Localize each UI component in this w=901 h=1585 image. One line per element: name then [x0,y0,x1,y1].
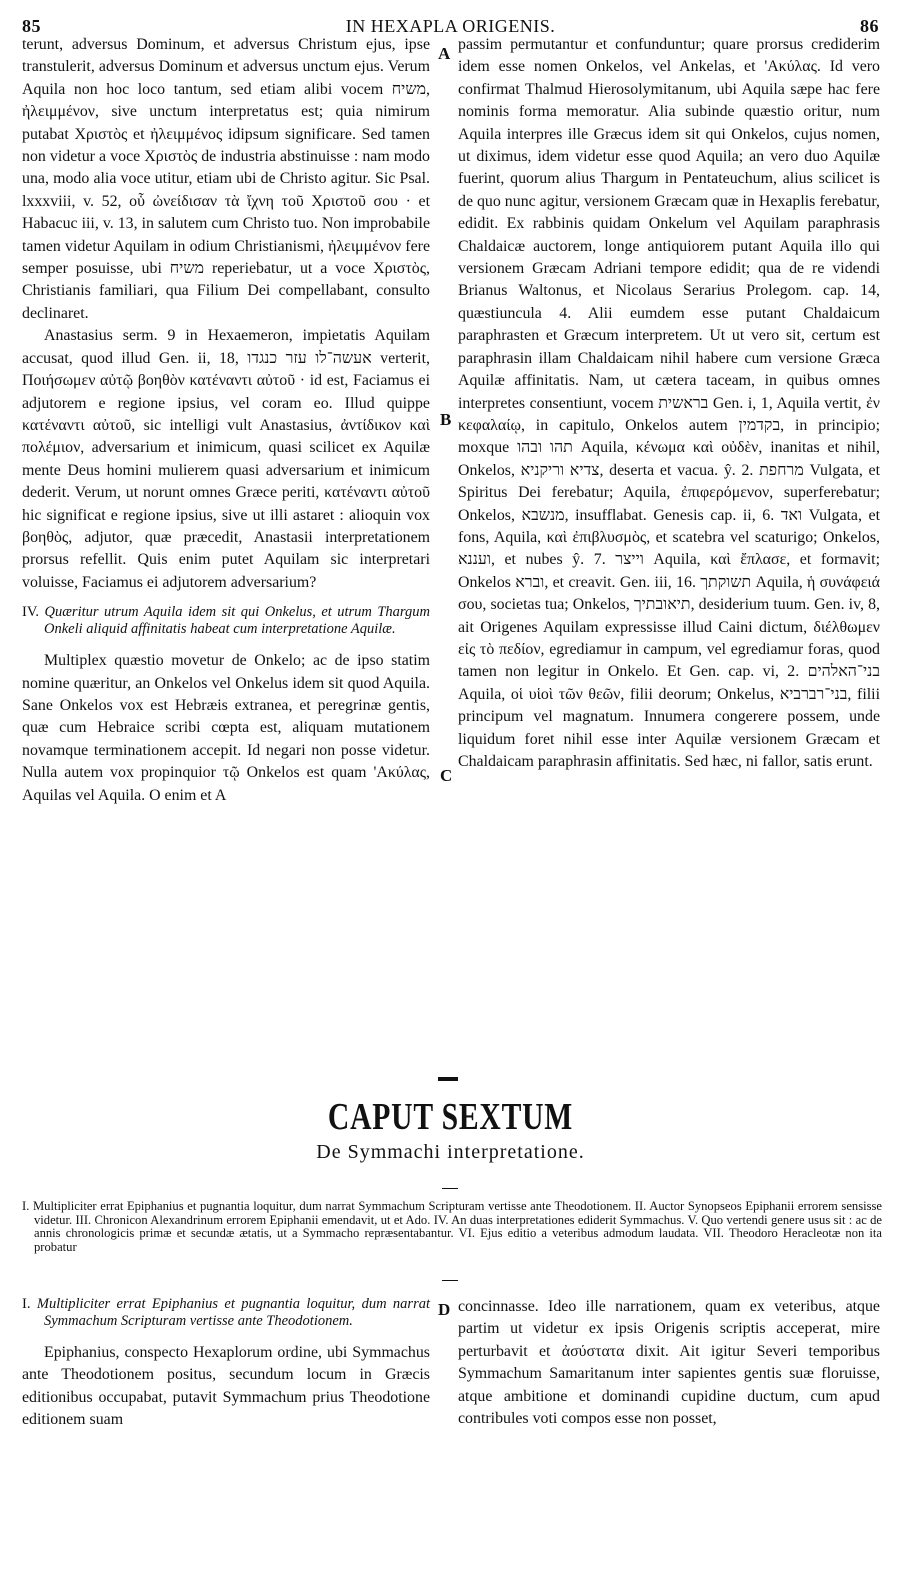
margin-letter-d: D [438,1300,451,1319]
paragraph: terunt, adversus Dominum, et adversus Christum ejus, ipse transtulerit, adversus Dominum et adversus unctum ejus. Verum Aquila non hoc loco tantum, sed etiam alibi vocem משיח, ἠλειμμένον, sive unctum interpretatus est; quia nimirum putabat Χριστὸς et ἠλειμμένος idipsum significare. Sed tamen non videtur a voce Χριστὸς de industria abstinuisse : nam modo una, modo alia voce utitur, etiam ubi de Christo agitur. Sic Psal. lxxxviii, v. 52, οὗ ὠνείδισαν τὰ ἴχνη τοῦ Χριστοῦ σου · et Habacuc iii, v. 13, in salutem cum Christo tuo. Non improbabile tamen videtur Aquilam in odium Christianismi, ἠλειμμένον fere semper posuisse, ubi משיח reperiebatur, ut a voce Χριστὸς, Christianis familiari, qua Filium Dei compellabant, consulto declinaret. [22,36,430,322]
section-divider [438,1077,458,1081]
paragraph: passim permutantur et confunduntur; quare prorsus crediderim idem esse nomen Onkelos, vel Ankelas, et 'Ακύλας. Id vero confirmat Thalmud Hierosolymitanum, ubi Aquila sæpe hac fere nominis forma memoratur. Alia subinde quæstio oritur, num Aquila interpres ille Græcus idem sit qui Onkelos, cujus nomen, ut diximus, idem videtur esse quod Aquila; an vero duo Aquilæ fuerint, quorum alius Thargum in Pentateuchum, alius scilicet is de quo nunc agitur, versionem Græcam quæ in Hexaplis ferebatur, edidit. Ex rabbinis quidam Onkelum vel Aquilam paraphrasis Chaldaicæ auctorem, longe antiquiorem putant Aquila illo qui versionem Græcam Adriani tempore edidit; qua de re videndi Brianus Waltonus, et Nicolaus Serarius Prolegom. cap. 14, quæstiuncula 4. Alii eumdem esse putant Chaldaicum paraphrasten et Græcum interpretem. Ut ut vero sit, certum est paraphrasin illam Chaldaicam nihil habere cum versione Græca Aquilæ affinitatis. Nam, ut cætera taceam, in quibus omnes interpretes consentiunt, vocem בראשית Gen. i, 1, Aquila vertit, ἐν κεφαλαίῳ, in capitulo, Onkelos autem בקדמין, in principio; moxque תהו ובהו Aquila, κένωμα καὶ οὐδὲν, inanitas et nihil, Onkelos, צדיא וריקניא, deserta et vacua. ŷ. 2. מרחפת Vulgata, et Spiritus Dei ferebatur; Aquila, ἐπιφερόμενον, superferebatur; Onkelos, מנשבא, insufflabat. Genesis cap. ii, 6. ואד Vulgata, et fons, Aquila, καὶ ἐπιβλυσμὸς, et scatebra vel scaturigo; Onkelos, ועננא, et nubes ŷ. 7. וייצר Aquila, καὶ ἔπλασε, et formavit; Onkelos וברא, et creavit. Gen. iii, 16. תשוקתך Aquila, ἡ συνάφειά σου, societas tua; Onkelos, תיאובתיך, desiderium tuum. Gen. iv, 8, ait Origenes Aquilam expressisse illud Caini dictum, διέλθωμεν εἰς τὸ πεδίον, egrediamur in campum, vel egrediamur foras, quod tamen non legitur in Onkelo. Et Gen. cap. vi, 2. בני־האלהים Aquila, οἱ υἱοὶ τῶν θεῶν, filii deorum; Onkelus, בני־רברביא, filii principum vel magnatum. Innumera congerere possem, unde liquidum foret nihil esse inter Aquilæ versionem Græcam et Chaldaicam paraphrasin affinitatis. Sed hæc, ni fallor, satis erunt. [458,36,880,770]
margin-letter-c: C [440,766,453,785]
page-number-right: 86 [860,16,879,36]
paragraph: Multiplex quæstio movetur de Onkelo; ac de ipso statim nomine quæritur, an Onkelos vel Onkelus idem sit quod Aquila. Sane Onkelos vox est Hebræis extranea, et peregrinæ gentis, quæ cum Hebraice scribi cœpta est, aliquam mutationem novamque terminationem accepit. Id negari non posse videtur. Nulla autem vox propinquior τῷ Onkelos est quam 'Ακύλας, Aquilas vel Aquila. O enim et A [22,652,430,804]
paragraph: Epiphanius, conspecto Hexaplorum ordine, ubi Symmachus ante Theodotionem positus, secundum locum in Græcis editionibus occupabat, putavit Symmachum prius Theodotione editionem suam [22,1344,430,1429]
left-column-bottom [22,1296,430,1432]
right-column-top [458,34,880,773]
left-column-top [22,34,430,807]
right-column-bottom [458,1296,880,1430]
section-number: I. [22,1296,31,1312]
section-heading-text: Multipliciter errat Epiphanius et pugnantia loquitur, dum narrat Symmachum Scripturam vertisse ante Theodotionem. [36,1296,430,1329]
section-heading [22,604,430,638]
paragraph: concinnasse. Ideo ille narrationem, quam ex veteribus, atque partim ut videtur ex ipsis Origenis scriptis acceperat, mire perturbavit et ἀσύστατα dixit. Ait igitur Severi temporibus Symmachum Samaritanum inter sapientes gentis suæ floruisse, atque ambitione et dominandi cupidine ductum, cum apud contribules voti compos esse non posset, [458,1298,880,1428]
section-heading [22,1296,430,1330]
section-number: IV. [22,604,40,621]
section-heading-text: Quæritur utrum Aquila idem sit qui Onkelus, et utrum Thargum Onkeli aliquid affinitatis habeat cum interpretatione Aquilæ. [44,604,430,638]
margin-letter-a: A [438,44,451,63]
short-rule [442,1280,458,1281]
margin-letter-b: B [440,410,452,429]
page-number-left: 85 [22,16,41,36]
paragraph: Anastasius serm. 9 in Hexaemeron, impietatis Aquilam accusat, quod illud Gen. ii, 18, אעשה־לו עזר כנגדו verterit, Ποιήσωμεν αὐτῷ βοηθὸν κατέναντι αὐτοῦ · id est, Faciamus ei adjutorem e regione ipsius, vel coram eo. Illud quippe κατέναντι αὐτοῦ, sic intelligi vult Anastasius, ἀντίδικον καὶ πολέμιον, adversarium et inimicum, quasi scilicet ex Aquilæ mente Deus homini mulierem quasi adversarium et inimicum dederit. Verum, ut norunt omnes Græce periti, κατέναντι αὐτοῦ hic significat e regione ipsius, sive ut illi astaret : alioquin vox βοηθὸς, adjutor, quæ præcedit, Anastasii interpretationem prorsus refellit. Quis enim putet Aquilam sic interpretari voluisse, Faciamus ei adjutorem adversarium? [22,327,430,591]
short-rule [442,1188,458,1189]
chapter-subtitle: De Symmachi interpretatione. [316,1141,585,1163]
running-title: IN HEXAPLA ORIGENIS. [345,16,556,36]
chapter-summary: I. Multipliciter errat Epiphanius et pugnantia loquitur, dum narrat Symmachum Scripturam vertisse ante Theodotionem. II. Auctor Synopseos Epiphanii errorem sensisse videtur. III. Chronicon Alexandrinum errorem Epiphanii emendavit, ut et Ado. IV. An duas interpretationes ediderit Symmachus. V. Quo vertendi genere usus sit : ac de annis chronologicis primæ et secundæ ætatis, ut a Symmacho repræsentabantur. VI. Ejus editio a veteribus admodum laudata. VII. Theodoro Heracleotæ non ita probatur [22,1199,882,1254]
chapter-title: CAPUT SEXTUM [327,1096,574,1138]
